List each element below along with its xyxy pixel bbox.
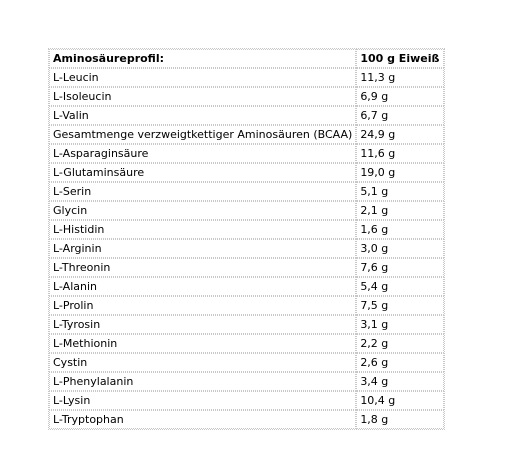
table-row [49,258,444,277]
amino-acid-name: L-Leucin [49,68,356,87]
amino-acid-name: L-Threonin [49,258,356,277]
amino-acid-amount: 10,4 g [356,391,444,410]
table-row [49,220,444,239]
table-row [49,182,444,201]
amino-acid-name: L-Tryptophan [49,410,356,429]
amino-acid-name: L-Isoleucin [49,87,356,106]
amino-acid-name: L-Tyrosin [49,315,356,334]
table-row [49,391,444,410]
table-row [49,125,444,144]
amino-acid-amount: 5,1 g [356,182,444,201]
amino-acid-amount: 2,1 g [356,201,444,220]
table-row [49,68,444,87]
table-row [49,163,444,182]
amino-acid-amount: 1,8 g [356,410,444,429]
amino-acid-amount: 3,1 g [356,315,444,334]
amino-acid-amount: 11,3 g [356,68,444,87]
amino-acid-amount: 11,6 g [356,144,444,163]
amino-acid-name: Glycin [49,201,356,220]
header-per-100g-protein: 100 g Eiweiß [356,49,444,68]
amino-acid-amount: 19,0 g [356,163,444,182]
table-row [49,277,444,296]
table-row [49,239,444,258]
amino-acid-name: L-Phenylalanin [49,372,356,391]
amino-acid-amount: 6,9 g [356,87,444,106]
amino-acid-name: L-Glutaminsäure [49,163,356,182]
amino-acid-name: L-Alanin [49,277,356,296]
table-row [49,353,444,372]
table-row [49,410,444,429]
amino-acid-amount: 5,4 g [356,277,444,296]
amino-acid-name: L-Methionin [49,334,356,353]
table-row [49,315,444,334]
amino-acid-name: L-Prolin [49,296,356,315]
amino-acid-amount: 3,0 g [356,239,444,258]
amino-acid-table-container [48,48,445,430]
table-row [49,144,444,163]
amino-acid-amount: 2,2 g [356,334,444,353]
amino-acid-name: Cystin [49,353,356,372]
amino-acid-name: L-Histidin [49,220,356,239]
amino-acid-profile-table [48,48,445,430]
amino-acid-amount: 2,6 g [356,353,444,372]
amino-acid-amount: 3,4 g [356,372,444,391]
amino-acid-amount: 24,9 g [356,125,444,144]
amino-acid-name: L-Arginin [49,239,356,258]
amino-acid-amount: 7,5 g [356,296,444,315]
amino-acid-amount: 1,6 g [356,220,444,239]
amino-acid-name: L-Serin [49,182,356,201]
amino-acid-amount: 7,6 g [356,258,444,277]
table-row [49,106,444,125]
amino-acid-name: L-Valin [49,106,356,125]
table-row [49,87,444,106]
header-amino-acid-profile: Aminosäureprofil: [49,49,356,68]
table-row [49,296,444,315]
table-row [49,334,444,353]
amino-acid-amount: 6,7 g [356,106,444,125]
amino-acid-name: Gesamtmenge verzweigtkettiger Aminosäuren (BCAA) [49,125,356,144]
amino-acid-name: L-Asparaginsäure [49,144,356,163]
table-header-row [49,49,444,68]
amino-acid-name: L-Lysin [49,391,356,410]
table-row [49,201,444,220]
table-row [49,372,444,391]
